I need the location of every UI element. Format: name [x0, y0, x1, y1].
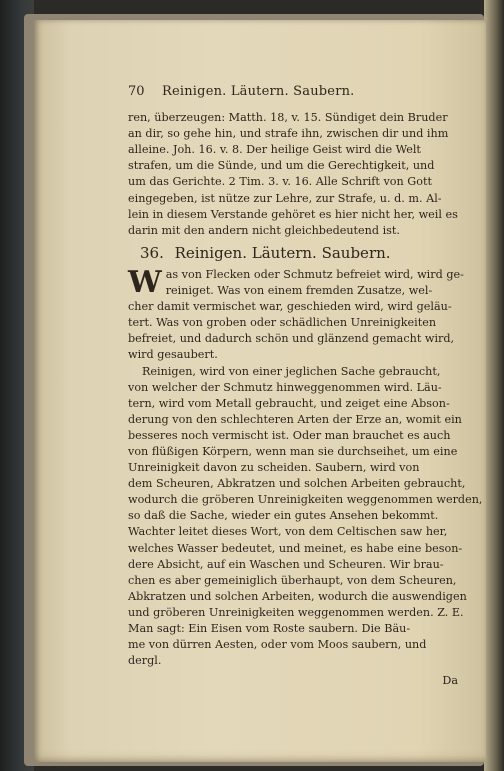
text-line: dergl. [128, 654, 162, 668]
text-line: dere Absicht, auf ein Waschen und Scheuren. Wir brau- [128, 557, 444, 571]
text-line: von welcher der Schmutz hinweggenommen wird. Läu- [128, 380, 442, 394]
text-line: as von Flecken oder Schmutz befreiet wird, wird ge- [165, 267, 464, 281]
text-line: derung von den schlechteren Arten der Erze an, womit ein [128, 412, 462, 426]
text-line: me von dürren Aesten, oder vom Moos saubern, und [128, 638, 427, 652]
catchword: Da [442, 674, 458, 688]
text-line: chen es aber gemeiniglich überhaupt, von dem Scheuren, [128, 573, 457, 587]
text-line: tern, wird vom Metall gebraucht, und zeiget eine Abson- [128, 396, 450, 410]
text-line: um das Gerichte. 2 Tim. 3. v. 16. Alle Schrift von Gott [128, 175, 432, 189]
text-line: Unreinigkeit davon zu scheiden. Saubern, wird von [128, 461, 420, 475]
page-text [128, 84, 483, 689]
section-number: 36. [140, 243, 164, 262]
text-line: strafen, um die Sünde, und um die Gerechtigkeit, und [128, 159, 435, 173]
text-line: cher damit vermischet war, geschieden wird, wird geläu- [128, 300, 452, 314]
text-line: tert. Was von groben oder schädlichen Unreinigkeiten [128, 316, 437, 330]
text-line: befreiet, und dadurch schön und glänzend gemacht wird, [128, 332, 455, 346]
text-line: eingegeben, ist nütze zur Lehre, zur Strafe, u. d. m. Al- [128, 191, 442, 205]
text-line: Reinigen, wird von einer jeglichen Sache gebraucht, [142, 364, 441, 378]
text-line: an dir, so gehe hin, und strafe ihn, zwischen dir und ihm [128, 127, 449, 141]
text-line: Abkratzen und solchen Arbeiten, wodurch die auswendigen [128, 589, 467, 603]
definition-paragraph [128, 264, 464, 364]
text-line: alleine. Joh. 16. v. 8. Der heilige Geist wird die Welt [128, 143, 421, 157]
text-line: welches Wasser bedeutet, und meinet, es habe eine beson- [128, 541, 463, 555]
text-line: von flüßigen Körpern, wenn man sie durchseihet, um eine [128, 444, 458, 458]
text-line: darin mit den andern nicht gleichbedeutend ist. [128, 223, 400, 237]
text-line: Wachter leitet dieses Wort, von dem Celtischen saw her, [128, 525, 448, 539]
page-number: 70 [128, 84, 145, 99]
text-line: besseres noch vermischt ist. Oder man brauchet es auch [128, 428, 451, 442]
running-head: Reinigen. Läutern. Saubern. [162, 84, 355, 99]
section-heading [140, 245, 458, 261]
right-book-edge [484, 0, 504, 771]
text-line: lein in diesem Verstande gehöret es hier nicht her, weil es [128, 207, 458, 221]
text-line: wodurch die gröberen Unreinigkeiten weggenommen werden, [128, 493, 483, 507]
text-line: reiniget. Was von einem fremden Zusatze, wel- [165, 284, 433, 298]
text-line: so daß die Sache, wieder ein gutes Ansehen bekommt. [128, 509, 439, 523]
text-line: wird gesaubert. [128, 348, 218, 362]
text-line: dem Scheuren, Abkratzen und solchen Arbeiten gebraucht, [128, 477, 466, 491]
text-line: und gröberen Unreinigkeiten weggenommen werden. Z. E. [128, 605, 464, 619]
text-line: ren, überzeugen: Matth. 18, v. 15. Sündiget dein Bruder [128, 111, 448, 125]
explanation-paragraph [128, 364, 483, 670]
section-title: Reinigen. Läutern. Saubern. [174, 243, 391, 262]
drop-cap: W [128, 264, 162, 300]
page-header [128, 84, 458, 100]
intro-paragraph [128, 110, 458, 239]
text-line: Man sagt: Ein Eisen vom Roste saubern. Die Bäu- [128, 622, 411, 635]
